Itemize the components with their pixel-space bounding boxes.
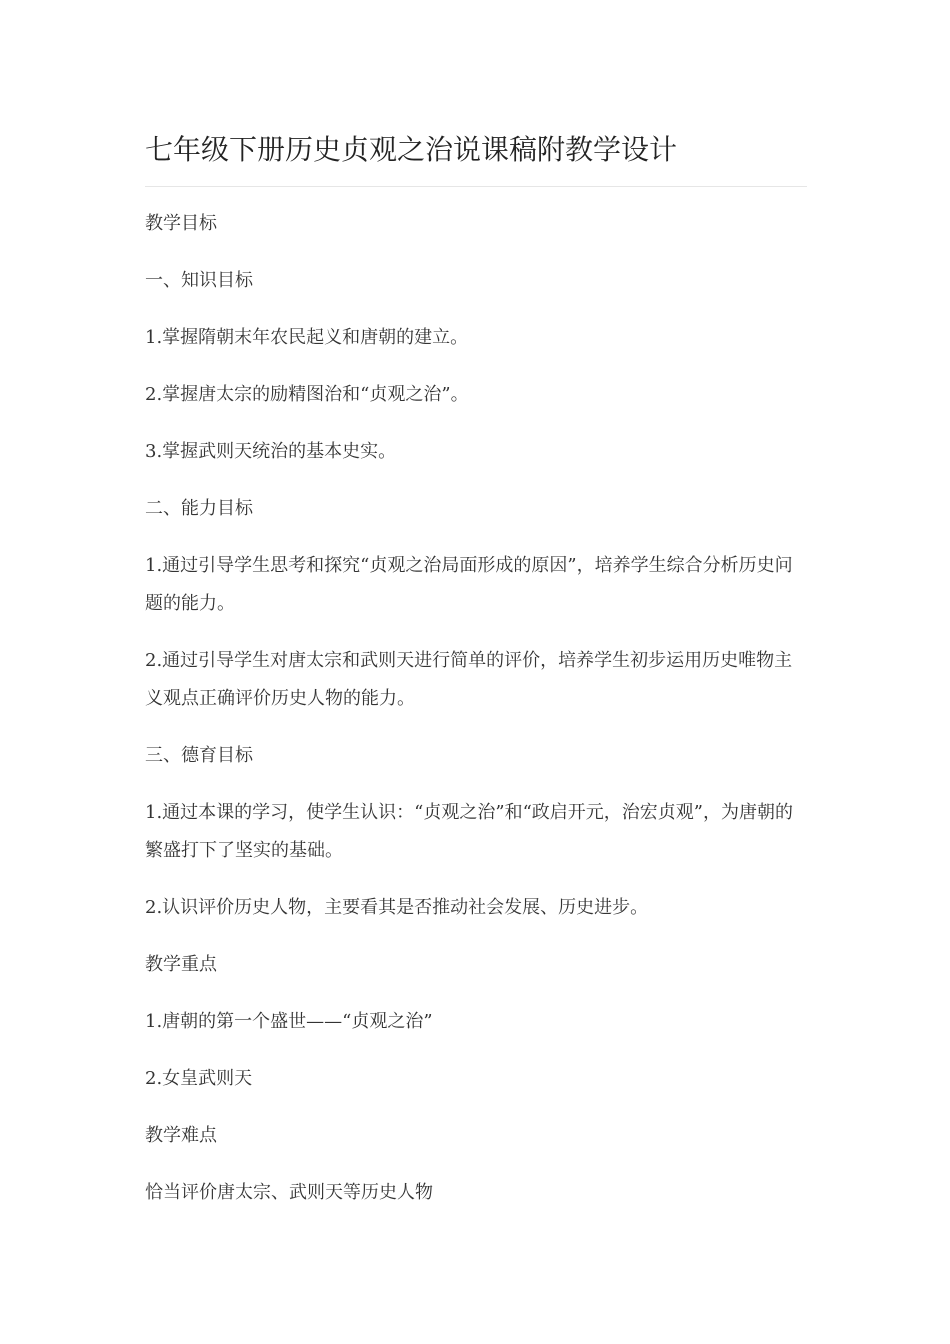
paragraph: 2.认识评价历史人物，主要看其是否推动社会发展、历史进步。 (145, 897, 649, 918)
paragraph: 2.通过引导学生对唐太宗和武则天进行简单的评价，培养学生初步运用历史唯物主义观点正确评价历史人物的能力。 (145, 650, 793, 709)
section-heading-difficulties: 教学难点 (145, 1125, 217, 1146)
title-divider (145, 186, 807, 187)
document-title: 七年级下册历史贞观之治说课稿附教学设计 (145, 133, 678, 166)
section-heading-teaching-goals: 教学目标 (145, 213, 217, 234)
paragraph: 2.掌握唐太宗的励精图治和“贞观之治”。 (145, 384, 469, 405)
paragraph: 1.掌握隋朝末年农民起义和唐朝的建立。 (145, 327, 469, 348)
section-heading-key-points: 教学重点 (145, 954, 217, 975)
paragraph: 3.掌握武则天统治的基本史实。 (145, 441, 397, 462)
subheading-ability-goals: 二、能力目标 (145, 498, 253, 519)
paragraph: 1.唐朝的第一个盛世——“贞观之治” (145, 1011, 433, 1032)
paragraph: 1.通过本课的学习，使学生认识：“贞观之治”和“政启开元，治宏贞观”，为唐朝的繁盛打下了坚实的基础。 (145, 802, 793, 861)
subheading-moral-goals: 三、德育目标 (145, 745, 253, 766)
paragraph: 2.女皇武则天 (145, 1068, 253, 1089)
paragraph: 恰当评价唐太宗、武则天等历史人物 (145, 1182, 433, 1203)
subheading-knowledge-goals: 一、知识目标 (145, 270, 253, 291)
paragraph: 1.通过引导学生思考和探究“贞观之治局面形成的原因”，培养学生综合分析历史问题的能力。 (145, 555, 793, 614)
